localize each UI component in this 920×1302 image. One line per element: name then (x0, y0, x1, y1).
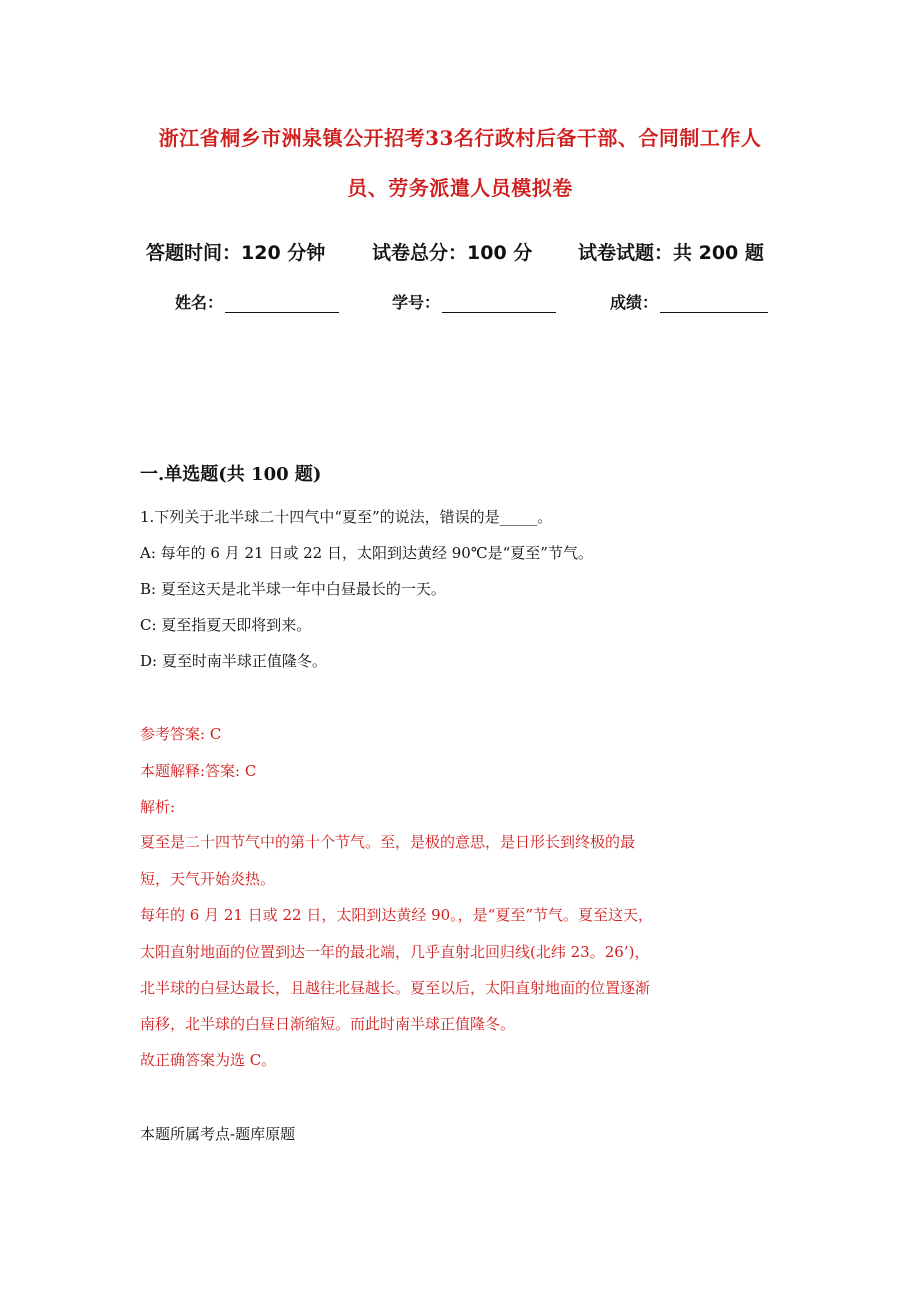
explanation-head: 本题解释:答案: C (140, 762, 257, 780)
id-label: 学号： (392, 293, 441, 312)
option-d: D: 夏至时南半球正值隆冬。 (140, 652, 327, 670)
option-b: B: 夏至这天是北半球一年中白昼最长的一天。 (140, 580, 446, 598)
analysis-conclusion: 故正确答案为选 C。 (140, 1051, 277, 1069)
analysis-line: 南移，北半球的白昼日渐缩短。而此时南半球正值隆冬。 (140, 1015, 516, 1033)
exam-title-line-2: 员、劳务派遣人员模拟卷 (347, 176, 573, 200)
exam-question-count: 试卷试题：共 200 题 (578, 242, 764, 264)
score-blank-line (660, 294, 768, 313)
score-label: 成绩： (610, 293, 659, 312)
analysis-line: 短，天气开始炎热。 (140, 870, 276, 888)
option-c: C: 夏至指夏天即将到来。 (140, 616, 312, 634)
analysis-line: 太阳直射地面的位置到达一年的最北端，几乎直射北回归线(北纬 23。26’)， (140, 943, 650, 961)
exam-title-line-1: 浙江省桐乡市洲泉镇公开招考33名行政村后备干部、合同制工作人 (158, 126, 762, 150)
name-field (175, 290, 339, 313)
exam-total-score: 试卷总分：100 分 (372, 242, 533, 264)
id-field (392, 290, 556, 313)
id-blank-line (442, 294, 556, 313)
analysis-line: 夏至是二十四节气中的第十个节气。至，是极的意思，是日形长到终极的最 (140, 833, 636, 851)
question-stem: 1.下列关于北半球二十四气中“夏至”的说法，错误的是_____。 (140, 508, 553, 526)
knowledge-point: 本题所属考点-题库原题 (140, 1125, 296, 1143)
analysis-line: 北半球的白昼达最长，且越往北昼越长。夏至以后，太阳直射地面的位置逐渐 (140, 979, 651, 997)
name-label: 姓名： (175, 293, 224, 312)
section-title: 一.单选题(共 100 题) (140, 464, 322, 485)
option-a: A: 每年的 6 月 21 日或 22 日，太阳到达黄经 90℃是“夏至”节气。 (140, 544, 593, 562)
score-field (610, 290, 768, 313)
exam-time: 答题时间：120 分钟 (146, 242, 326, 264)
reference-answer: 参考答案: C (140, 725, 222, 743)
analysis-line: 每年的 6 月 21 日或 22 日，太阳到达黄经 90。，是“夏至”节气。夏至这天， (140, 906, 654, 924)
name-blank-line (225, 294, 339, 313)
analysis-label: 解析: (140, 798, 176, 816)
